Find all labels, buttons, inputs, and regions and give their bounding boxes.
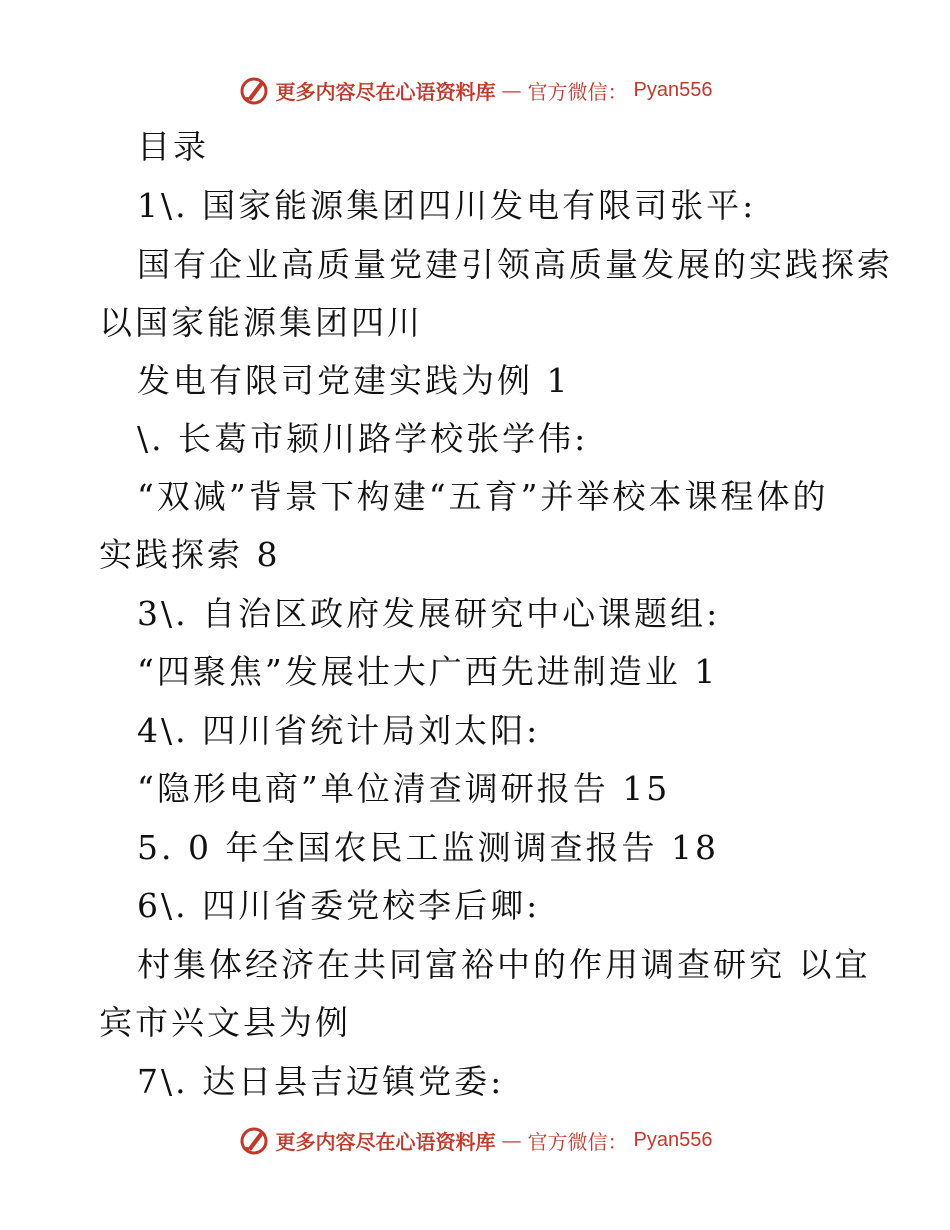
watermark-wechat-label: 官方微信： [527, 79, 628, 104]
toc-line: “隐形电商”单位清查调研报告 15 [137, 769, 671, 808]
footer-watermark [0, 1120, 950, 1160]
toc-line: 国有企业高质量党建引领高质量发展的实践探索 [137, 245, 893, 284]
watermark-wechat-id: Pyan556 [633, 78, 713, 101]
watermark-wechat-label: 官方微信： [527, 1129, 628, 1154]
toc-line: 宾市兴文县为例 [99, 1003, 351, 1042]
toc-title: 目录 [137, 127, 209, 166]
watermark-dash: — [501, 1128, 522, 1152]
toc-line: 6\. 四川省委党校李后卿: [137, 886, 541, 925]
watermark-wechat-id: Pyan556 [633, 1128, 713, 1151]
watermark-text: 更多内容尽在心语资料库 [275, 1129, 496, 1154]
header-watermark [0, 70, 950, 110]
toc-line: 发电有限司党建实践为例 1 [137, 361, 571, 400]
watermark-dash: — [501, 78, 522, 102]
toc-line: 村集体经济在共同富裕中的作用调查研究 以宜 [137, 945, 871, 984]
toc-line: 以国家能源集团四川 [99, 303, 423, 342]
toc-line: 4\. 四川省统计局刘太阳: [137, 711, 541, 750]
toc-line: 7\. 达日县吉迈镇党委: [137, 1062, 505, 1101]
toc-line: 3\. 自治区政府发展研究中心课题组: [137, 594, 721, 633]
toc-line: “四聚焦”发展壮大广西先进制造业 1 [137, 652, 719, 691]
toc-line: 5. 0 年全国农民工监测调查报告 18 [137, 828, 719, 867]
pen-logo-icon [238, 74, 270, 106]
toc-line: 1\. 国家能源集团四川发电有限司张平: [137, 186, 757, 225]
toc-line: \. 长葛市颍川路学校张学伟: [137, 419, 589, 458]
watermark-text: 更多内容尽在心语资料库 [275, 79, 496, 104]
pen-logo-icon [238, 1124, 270, 1156]
toc-line: 实践探索 8 [99, 535, 281, 574]
toc-line: “双减”背景下构建“五育”并举校本课程体的 [137, 477, 829, 516]
